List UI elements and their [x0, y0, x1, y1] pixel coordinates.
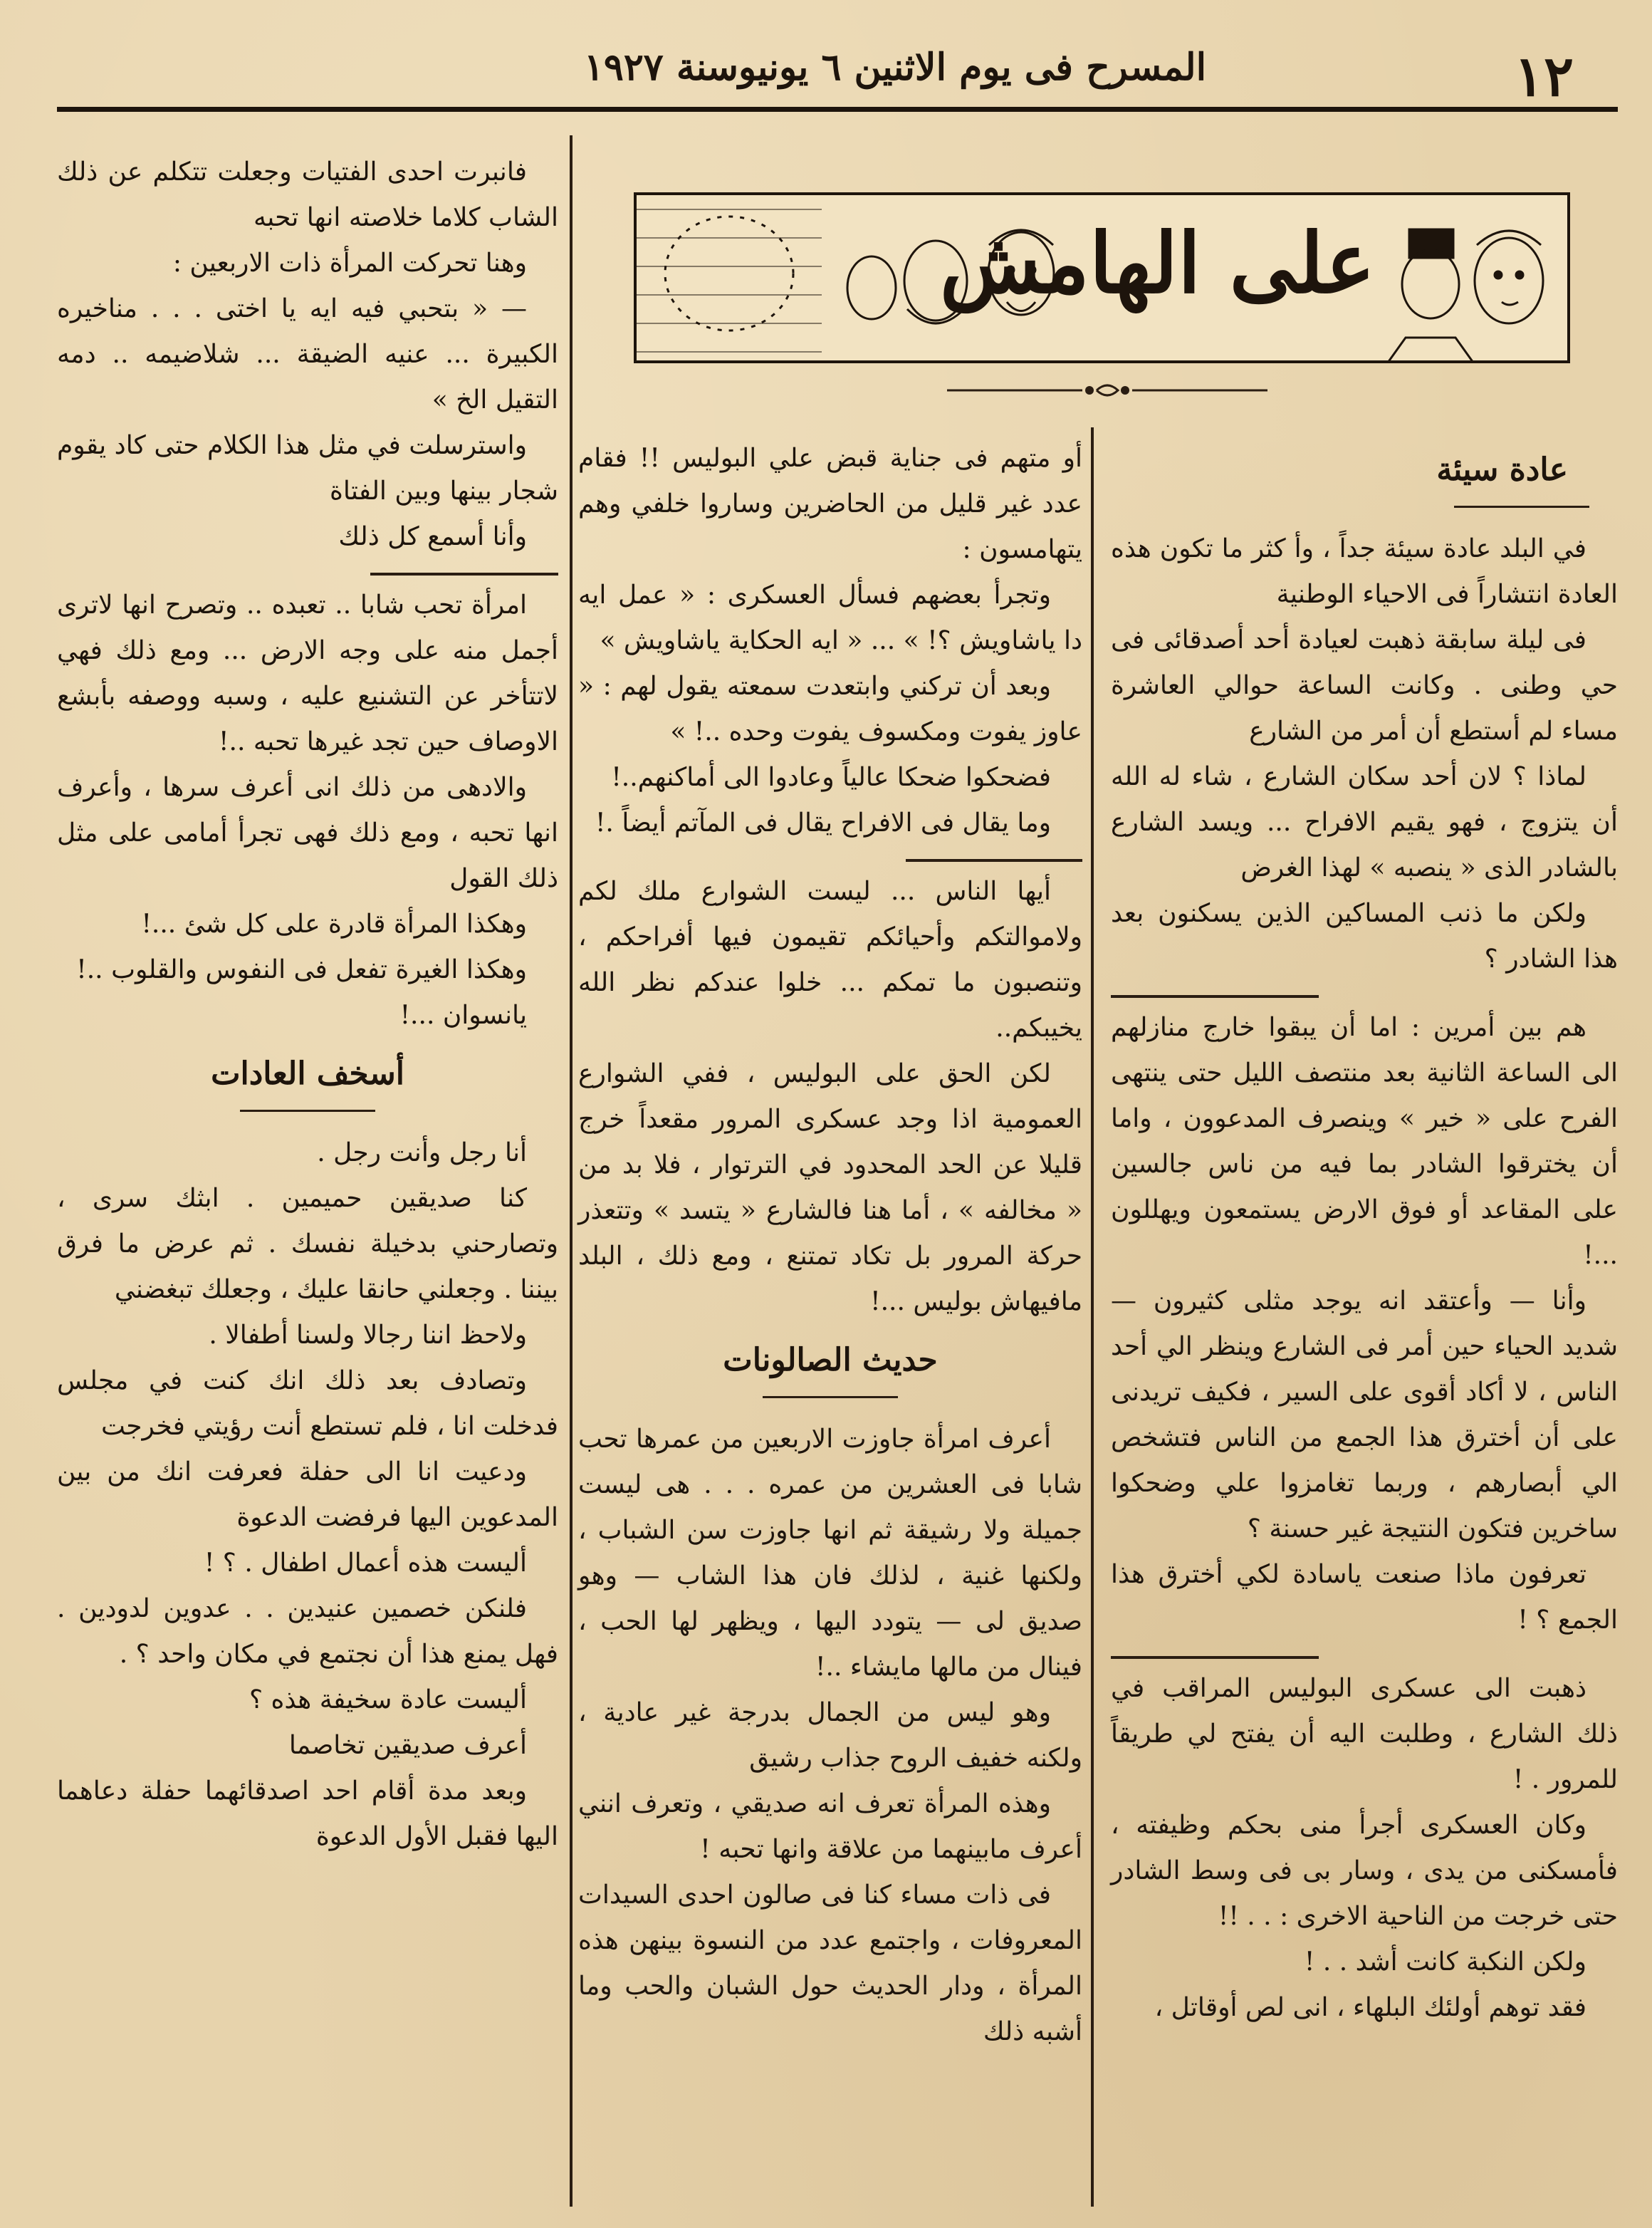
- paragraph: واسترسلت في مثل هذا الكلام حتى كاد يقوم شجار بينها وبين الفتاة: [57, 431, 558, 506]
- middle-column-heading: حديث الصالونات: [723, 1342, 938, 1378]
- paragraph: لكن الحق على البوليس ، ففي الشوارع العمومية اذا وجد عسكرى المرور مقعداً خرج قليلا عن الحد المحدود في الترتوار ، فلا بد من « مخالفه » ، أما هنا فالشارع « يتسد » وتتعذر حركة المرور بل تكاد تمتنع ، ومع ذلك ، البلد مافيهاش بوليس ...!: [578, 1059, 1082, 1316]
- paragraph: أعرف صديقين تخاصما: [288, 1731, 527, 1760]
- paragraph: فانبرت احدى الفتيات وجعلت تتكلم عن ذلك الشاب كلاما خلاصته انها تحبه: [57, 157, 558, 232]
- paragraph: أليست عادة سخيفة هذه ؟: [249, 1685, 527, 1714]
- paragraph: تعرفون ماذا صنعت ياسادة لكي أخترق هذا الجمع ؟ !: [1111, 1560, 1618, 1635]
- middle-column: [578, 436, 1082, 2207]
- column-rule-right: [1091, 427, 1094, 2207]
- masthead-box: [634, 192, 1570, 363]
- paragraph: أنا رجل وأنت رجل .: [317, 1138, 527, 1167]
- paragraph: وبعد أن تركني وابتعدت سمعته يقول لهم : « عاوز يفوت ومكسوف يفوت وحده ..! »: [578, 672, 1082, 746]
- paragraph: فى ليلة سابقة ذهبت لعيادة أحد أصدقائى فى حي وطنى . وكانت الساعة حوالي العاشرة مساء لم أستطع أن أمر من الشارع: [1111, 625, 1618, 746]
- right-column-heading: عادة سيئة: [1436, 452, 1568, 488]
- paragraph: لماذا ؟ لان أحد سكان الشارع ، شاء له الله أن يتزوج ، فهو يقيم الافراح ... ويسد الشارع بالشادر الذى « ينصبه » لهذا الغرض: [1111, 762, 1618, 883]
- paragraph: وهنا تحركت المرأة ذات الاربعين :: [172, 249, 527, 278]
- left-column: [57, 150, 558, 2207]
- paragraph: وأنا أسمع كل ذلك: [338, 522, 527, 551]
- page-number: ١٢: [1514, 44, 1574, 109]
- paragraph: أعرف امرأة جاوزت الاربعين من عمرها تحب شابا فى العشرين من عمره . . . هى ليست جميلة ولا رشيقة ثم انها جاوزت سن الشباب ، ولكنها غنية ، لذلك فان هذا الشاب — وهو صديق لى — يتودد اليها ، ويظهر لها الحب ، فينال من مالها مايشاء ..!: [578, 1425, 1082, 1682]
- paragraph: فقد توهم أولئك البلهاء ، انى لص أوقاتل ،: [1154, 1993, 1586, 2022]
- paragraph: فضحكوا ضحكا عالياً وعادوا الى أماكنهم..!: [611, 763, 1051, 792]
- paragraph: ولاحظ اننا رجالا ولسنا أطفالا .: [209, 1321, 527, 1350]
- left-column-heading: أسخف العادات: [211, 1056, 404, 1092]
- ornament-divider-icon: [947, 378, 1267, 403]
- paragraph: وما يقال فى الافراح يقال فى المآتم أيضاً .!: [595, 808, 1051, 838]
- paragraph: وبعد مدة أقام احد اصدقائهما حفلة دعاهما اليها فقبل الأول الدعوة: [57, 1776, 558, 1851]
- paragraph: والادهى من ذلك انى أعرف سرها ، وأعرف انها تحبه ، ومع ذلك فهى تجرأ أمامى على مثل ذلك القول: [57, 773, 558, 893]
- section-rule: [1111, 995, 1319, 998]
- masthead-title: على الهامش: [939, 215, 1375, 312]
- paragraph: وتصادف بعد ذلك انك كنت في مجلس فدخلت انا ، فلم تستطع أنت رؤيتي فخرجت: [57, 1366, 558, 1441]
- paragraph: امرأة تحب شابا .. تعبده .. وتصرح انها لاترى أجمل منه على وجه الارض ... ومع ذلك فهي لاتتأخر عن التشنيع عليه ، وسبه ووصفه بأبشع الاوصاف حين تجد غيرها تحبه ..!: [57, 590, 558, 756]
- paragraph: وأنا — وأعتقد انه يوجد مثلى كثيرون — شديد الحياء حين أمر فى الشارع وينظر الي أحد الناس ، لا أكاد أقوى على السير ، فكيف تريدنى على أن أخترق هذا الجمع من الناس فتشخص الي أبصارهم ، وربما تغامزوا علي وضحكوا ساخرين فتكون النتيجة غير حسنة ؟: [1111, 1286, 1618, 1544]
- heading-underline: [1454, 506, 1589, 508]
- paragraph: أليست هذه أعمال اطفال . ؟ !: [204, 1548, 527, 1578]
- paragraph: ذهبت الى عسكرى البوليس المراقب في ذلك الشارع ، وطلبت اليه أن يفتح لي طريقاً للمرور . !: [1111, 1674, 1618, 1794]
- paragraph: وهو ليس من الجمال بدرجة غير عادية ، ولكنه خفيف الروح جذاب رشيق: [578, 1698, 1082, 1773]
- paragraph: في البلد عادة سيئة جداً ، وأ كثر ما تكون هذه العادة انتشاراً فى الاحياء الوطنية: [1111, 534, 1618, 609]
- section-rule: [370, 573, 558, 576]
- running-title: المسرح فى يوم الاثنين ٦ يونيوسنة ١٩٢٧: [584, 46, 1207, 89]
- paragraph: هم بين أمرين : اما أن يبقوا خارج منازلهم الى الساعة الثانية بعد منتصف الليل حتى ينتهى الفرح على « خير » وينصرف المدعوون ، واما أن يخترقوا الشادر بما فيه من ناس جالسين على المقاعد أو فوق الارض يستمعون ويهللون ...!: [1111, 1013, 1618, 1270]
- section-rule: [906, 859, 1082, 862]
- section-rule: [1111, 1656, 1319, 1659]
- heading-underline: [240, 1110, 375, 1112]
- paragraph: فلنكن خصمين عنيدين . . عدوين لدودين . فهل يمنع هذا أن نجتمع في مكان واحد ؟ .: [57, 1594, 558, 1669]
- heading-underline: [763, 1396, 898, 1398]
- paragraph: وهذه المرأة تعرف انه صديقي ، وتعرف انني أعرف مابينهما من علاقة وانها تحبه !: [578, 1789, 1082, 1864]
- paragraph: أو متهم فى جناية قبض علي البوليس !! فقام عدد غير قليل من الحاضرين وساروا خلفي وهم يتهامسون :: [578, 444, 1082, 564]
- paragraph: — « بتحبي فيه ايه يا اختى . . . مناخيره الكبيرة ... عنيه الضيقة ... شلاضيمه .. دمه التقيل الخ »: [57, 294, 558, 415]
- paragraph: وكان العسكرى أجرأ منى بحكم وظيفته ، فأمسكنى من يدى ، وسار بى فى وسط الشادر حتى خرجت من الناحية الاخرى : . . !!: [1111, 1811, 1618, 1931]
- paragraph: ودعيت انا الى حفلة فعرفت انك من بين المدعوين اليها فرفضت الدعوة: [57, 1457, 558, 1532]
- paragraph: كنا صديقين حميمين . ابثك سرى ، وتصارحني بدخيلة نفسك . ثم عرض ما فرق بيننا . وجعلني حانقا عليك ، وجعلك تبغضني: [57, 1184, 558, 1304]
- paragraph: ولكن النكبة كانت أشد . . !: [1304, 1947, 1586, 1977]
- paragraph: فى ذات مساء كنا فى صالون احدى السيدات المعروفات ، واجتمع عدد من النسوة بينهن هذه المرأة ، ودار الحديث حول الشبان والحب وما أشبه ذلك: [578, 1880, 1082, 2046]
- paragraph: وتجرأ بعضهم فسأل العسكرى : « عمل ايه دا ياشاويش ؟! » ... « ايه الحكاية ياشاويش »: [578, 581, 1082, 655]
- paragraph: أيها الناس ... ليست الشوارع ملك لكم ولاموالتكم وأحيائكم تقيمون فيها أفراحكم ، وتنصبون ما تمكم ... خلوا عندكم نظر الله يخيبكم..: [578, 877, 1082, 1043]
- header-rule: [57, 107, 1618, 112]
- paragraph: يانسوان ...!: [399, 1001, 527, 1030]
- column-rule-left: [570, 135, 573, 2207]
- paragraph: وهكذا المرأة قادرة على كل شئ ...!: [141, 910, 527, 939]
- paragraph: ولكن ما ذنب المساكين الذين يسكنون بعد هذا الشادر ؟: [1111, 899, 1618, 974]
- right-column: [1111, 434, 1618, 2207]
- paragraph: وهكذا الغيرة تفعل فى النفوس والقلوب ..!: [76, 955, 527, 984]
